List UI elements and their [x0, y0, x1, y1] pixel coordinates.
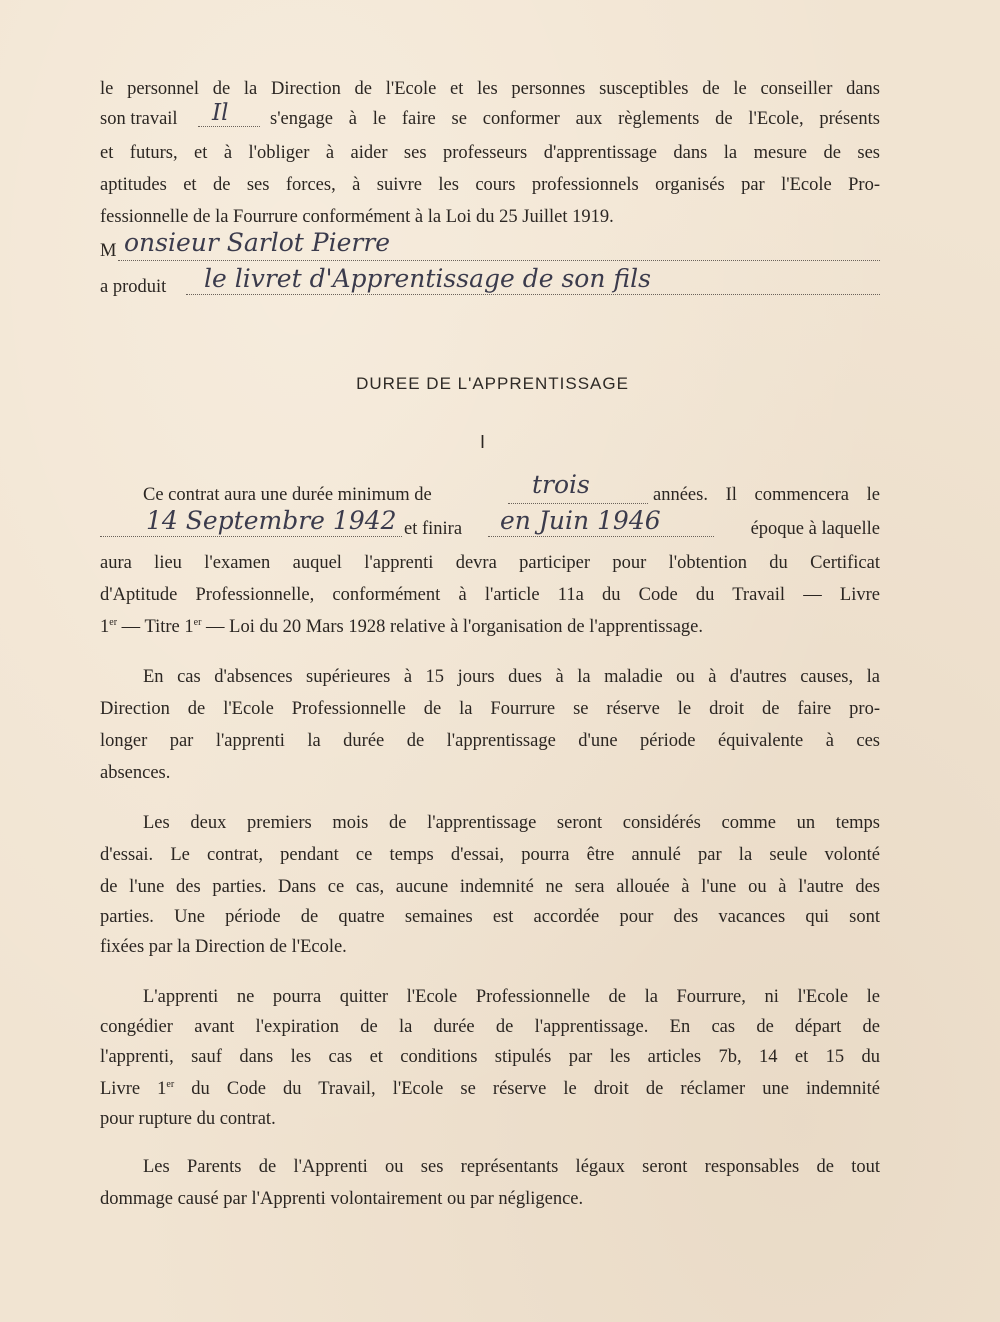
- fill-line-start-date: [100, 536, 402, 537]
- top-paragraph-line-2-prefix: son travail: [100, 109, 178, 129]
- absences-line-3: longer par l'apprenti la durée de l'apprentissage d'une période équivalente à ces: [100, 731, 880, 751]
- essai-line-4: parties. Une période de quatre semaines est accordée pour des vacances qui sont: [100, 907, 880, 927]
- fill-line-travail: [198, 126, 260, 127]
- handwritten-start-date: 14 Septembre 1942: [146, 506, 397, 535]
- duration-line-1-b: années. Il commencera le: [653, 485, 880, 505]
- quitter-line-5: pour rupture du contrat.: [100, 1109, 276, 1129]
- essai-line-2: d'essai. Le contrat, pendant ce temps d'essai, pourra être annulé par la seule volonté: [100, 845, 880, 865]
- absences-line-4: absences.: [100, 763, 171, 783]
- essai-line-3: de l'une des parties. Dans ce cas, aucune indemnité ne sera allouée à l'une ou à l'autre des: [100, 877, 880, 897]
- fill-line-produit: [186, 294, 880, 295]
- duration-line-2-mid: et finira: [404, 519, 463, 539]
- section-heading: DUREE DE L'APPRENTISSAGE: [356, 374, 629, 393]
- handwritten-monsieur-name: onsieur Sarlot Pierre: [124, 228, 391, 257]
- fill-line-duration: [508, 503, 648, 504]
- duration-line-1-a: Ce contrat aura une durée minimum de: [143, 485, 432, 505]
- essai-line-5: fixées par la Direction de l'Ecole.: [100, 937, 347, 957]
- absences-line-2: Direction de l'Ecole Professionnelle de la Fourrure se réserve le droit de faire pro-: [100, 699, 880, 719]
- top-paragraph-line-2-rest: s'engage à le faire se conformer aux règlements de l'Ecole, présents: [270, 109, 880, 129]
- duration-line-3: aura lieu l'examen auquel l'apprenti devra participer pour l'obtention du Certificat: [100, 553, 880, 573]
- parents-line-1: Les Parents de l'Apprenti ou ses représentants légaux seront responsables de tout: [143, 1157, 880, 1177]
- section-number: I: [480, 432, 486, 452]
- essai-line-1: Les deux premiers mois de l'apprentissage seront considérés comme un temps: [143, 813, 880, 833]
- quitter-line-4: Livre 1er du Code du Travail, l'Ecole se réserve le droit de réclamer une indemnité: [100, 1078, 880, 1099]
- quitter-line-3: l'apprenti, sauf dans les cas et conditions stipulés par les articles 7b, 14 et 15 du: [100, 1047, 880, 1067]
- top-paragraph-line-5: fessionnelle de la Fourrure conformément à la Loi du 25 Juillet 1919.: [100, 207, 614, 227]
- top-paragraph-line-4: aptitudes et de ses forces, à suivre les cours professionnels organisés par l'Ecole Pro-: [100, 175, 880, 195]
- produit-prefix: a produit: [100, 277, 167, 297]
- fill-line-monsieur: [118, 260, 880, 261]
- handwritten-il: Il: [212, 100, 229, 126]
- absences-line-1: En cas d'absences supérieures à 15 jours dues à la maladie ou à d'autres causes, la: [143, 667, 880, 687]
- handwritten-duration: trois: [532, 470, 590, 499]
- top-paragraph-line-1: le personnel de la Direction de l'Ecole et les personnes susceptibles de le conseiller dans: [100, 79, 880, 99]
- fill-line-end-date: [488, 536, 714, 537]
- duration-line-5: 1er — Titre 1er — Loi du 20 Mars 1928 relative à l'organisation de l'apprentissage.: [100, 616, 704, 637]
- quitter-line-2: congédier avant l'expiration de la durée de l'apprentissage. En cas de départ de: [100, 1017, 880, 1037]
- top-paragraph-line-3: et futurs, et à l'obliger à aider ses professeurs d'apprentissage dans la mesure de ses: [100, 143, 880, 163]
- handwritten-produit: le livret d'Apprentissage de son fils: [204, 264, 651, 293]
- monsieur-prefix: M: [100, 241, 117, 261]
- handwritten-end-date: en Juin 1946: [500, 506, 661, 535]
- duration-line-2-end: époque à laquelle: [750, 519, 880, 539]
- quitter-line-1: L'apprenti ne pourra quitter l'Ecole Professionnelle de la Fourrure, ni l'Ecole le: [143, 987, 880, 1007]
- parents-line-2: dommage causé par l'Apprenti volontairement ou par négligence.: [100, 1189, 584, 1209]
- duration-line-4: d'Aptitude Professionnelle, conformément à l'article 11a du Code du Travail — Livre: [100, 585, 880, 605]
